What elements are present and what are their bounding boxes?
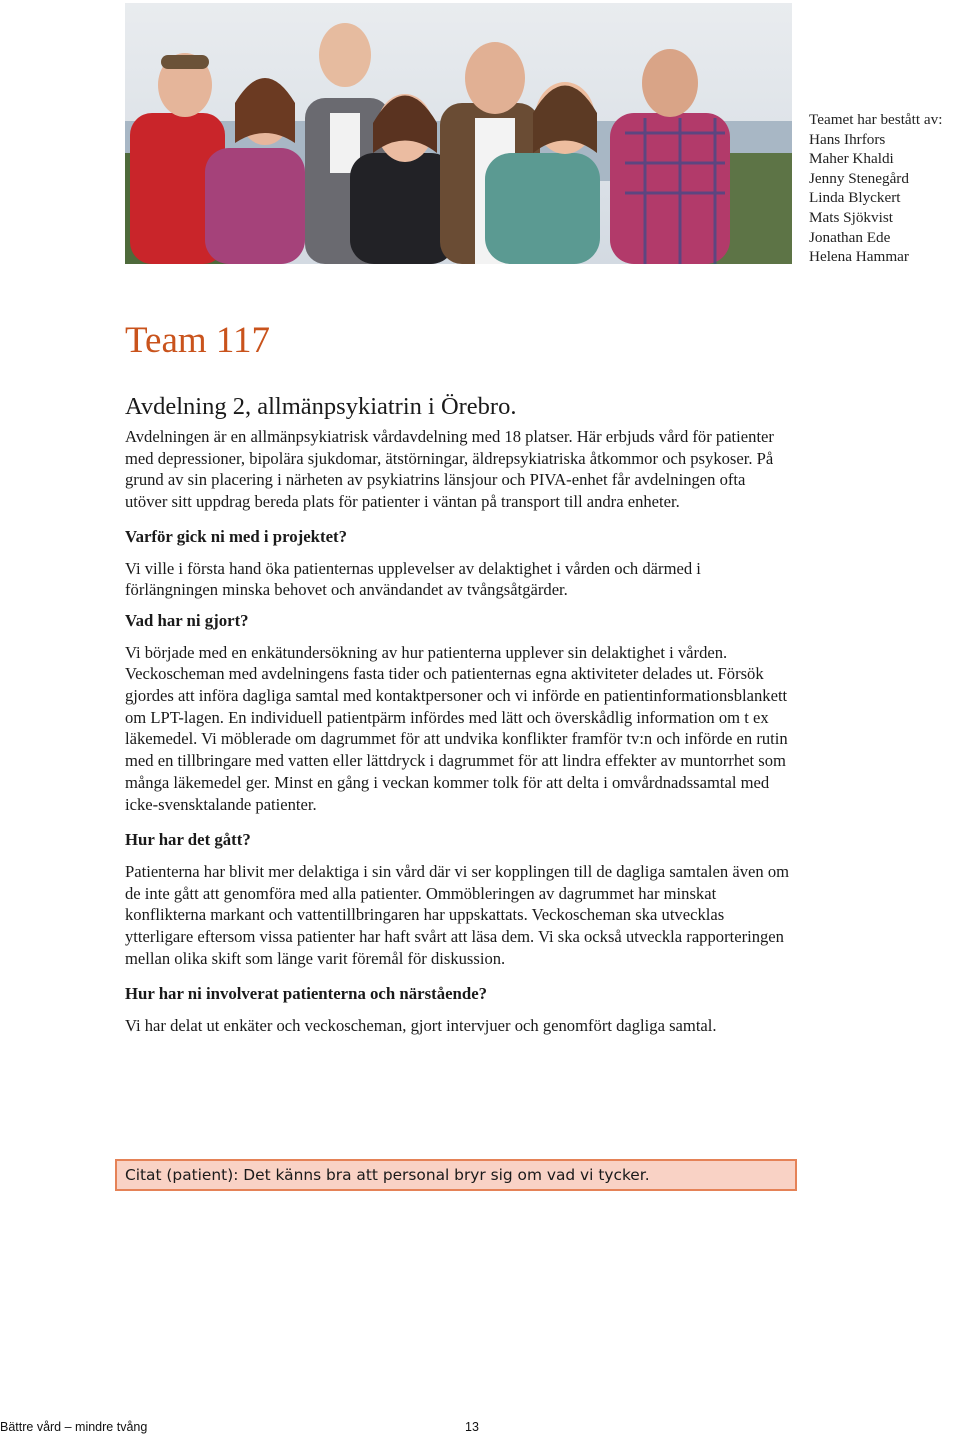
- page-footer: [0, 1420, 960, 1437]
- patient-quote-box: [115, 1159, 797, 1191]
- team-member: Linda Blyckert: [809, 189, 901, 207]
- team-heading: Teamet har bestått av:: [809, 111, 943, 128]
- intro-paragraph: Avdelningen är en allmänpsykiatrisk vårdavdelning med 18 platser. Här erbjuds vård för patienter med depressioner, bipolära sjukdomar, ätstörningar, äldrepsykiatriska åtkommor och psykoser. På grund av sin placering i närheten av psykiatrins länsjour och PIVA-enhet får avdelningen ofta utöver sitt uppdrag bereda plats för patienter i väntan på transport till andra enheter.: [125, 427, 774, 512]
- section-heading: Vad har ni gjort?: [125, 610, 249, 630]
- team-member: Helena Hammar: [809, 248, 909, 266]
- team-photo: [125, 3, 792, 264]
- team-member: Hans Ihrfors: [809, 130, 886, 148]
- team-member: Maher Khaldi: [809, 150, 894, 168]
- page-subtitle: Avdelning 2, allmänpsykiatrin i Örebro.: [125, 393, 517, 420]
- page-title: Team 117: [125, 320, 271, 361]
- section-heading: Varför gick ni med i projektet?: [125, 526, 348, 546]
- section-heading: Hur har det gått?: [125, 830, 251, 850]
- team-photo-illustration: [125, 3, 792, 264]
- footer-title: Bättre vård – mindre tvång: [0, 1420, 148, 1434]
- page-number: 13: [465, 1420, 479, 1434]
- team-member: Mats Sjökvist: [809, 208, 893, 226]
- patient-quote: Citat (patient): Det känns bra att personal bryr sig om vad vi tycker.: [125, 1166, 650, 1184]
- section-body: Vi har delat ut enkäter och veckoscheman, gjort intervjuer och genomfört dagliga samtal.: [125, 1016, 717, 1036]
- team-member: Jonathan Ede: [809, 228, 891, 246]
- section-body: Patienterna har blivit mer delaktiga i sin vård där vi ser kopplingen till de dagliga samtalen även om de inte gått att genomföra med alla patienter. Ommöbleringen av dagrummet har minskat konflikterna markant och vattentillbringaren har uppskattats. Veckoscheman ska utvecklas ytterligare eftersom vissa patienter har haft svårt att läsa dem. Vi ska också utveckla rapporteringen mellan olika skift som länge varit föremål för diskussion.: [125, 861, 790, 968]
- team-members-caption: [809, 110, 959, 267]
- team-member: Jenny Stenegård: [809, 169, 909, 187]
- section-body: Vi började med en enkätundersökning av hur patienterna upplever sin delaktighet i vården. Veckoscheman med avdelningens fasta tider och patienternas egna aktiviteter delades ut. Försök gjordes att införa dagliga samtal med kontaktpersoner och vi införde en patientinformationsblankett om LPT-lagen. En individuell patientpärm infördes med lätt och överskådlig information om t ex läkemedel. Vi möblerade om dagrummet för att undvika konflikter framför tv:n och införde en rutin med en tillbringare med vatten eller lättdryck i dagrummet för att lindra effekter av muntorrhet som många läkemedel ger. Minst en gång i veckan kommer tolk för att delta i omvårdnadssamtal med icke-svensktalande patienter.: [125, 642, 788, 814]
- document-body: [125, 318, 790, 1037]
- section-body: Vi ville i första hand öka patienternas upplevelser av delaktighet i vården och därmed i förlängningen minska behovet och användandet av tvångsåtgärder.: [125, 558, 701, 600]
- section-heading: Hur har ni involverat patienterna och närstående?: [125, 984, 488, 1004]
